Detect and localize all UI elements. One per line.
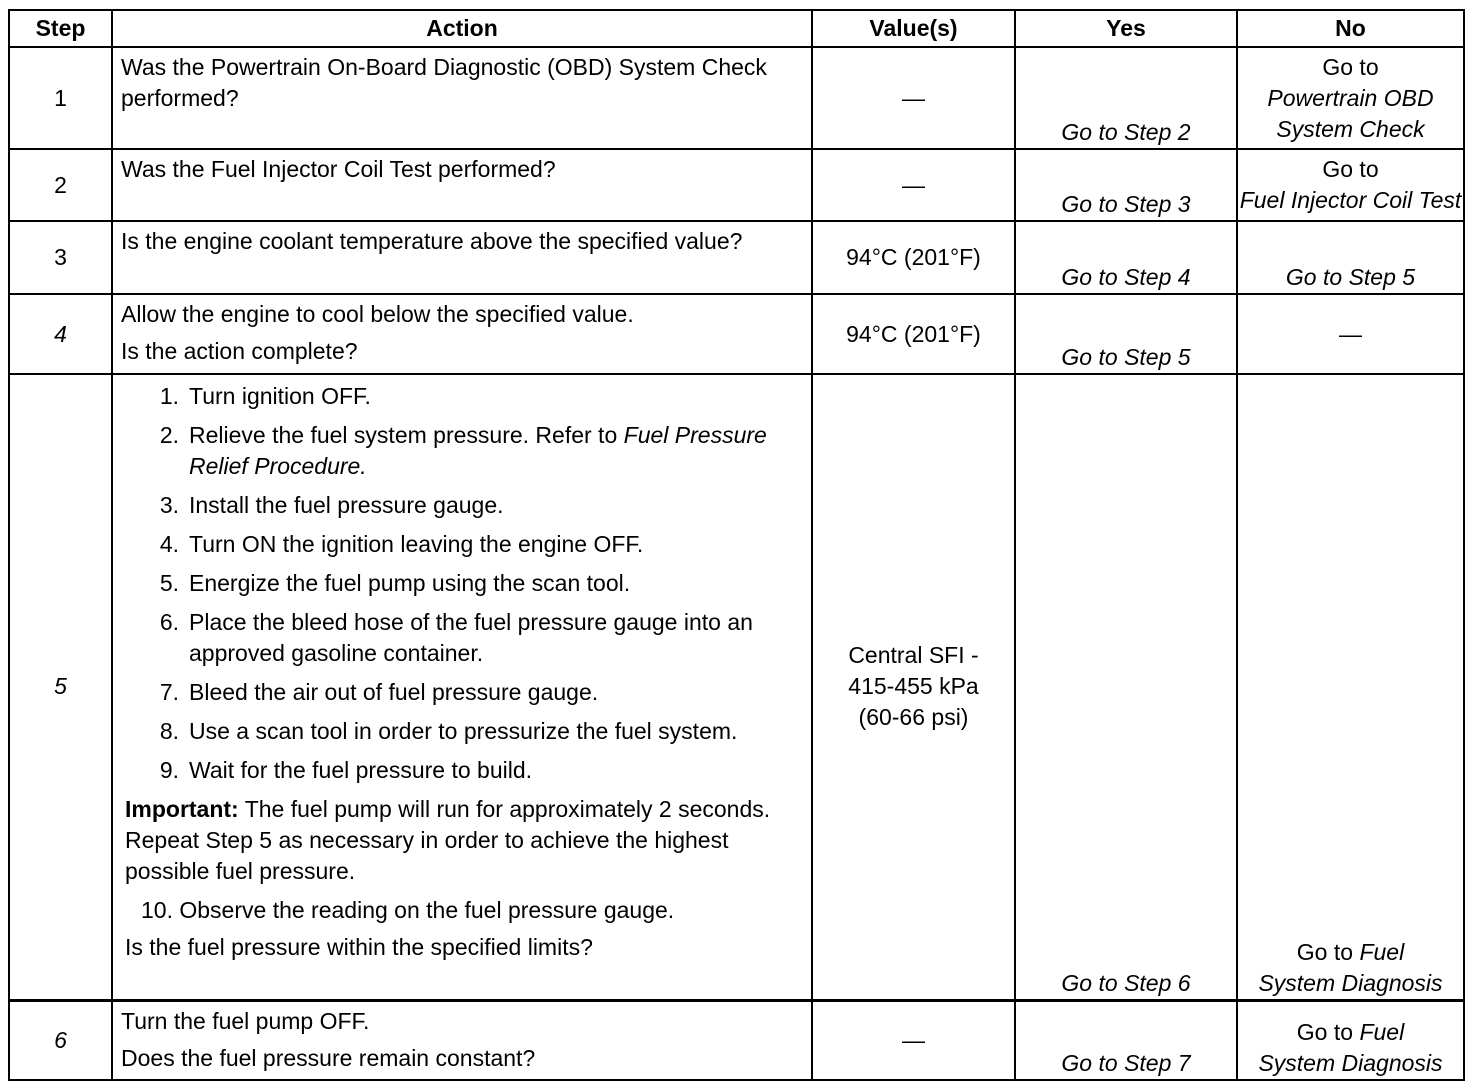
no-cell: [1237, 47, 1464, 149]
no-link[interactable]: Fuel: [1359, 1019, 1405, 1045]
step-number: 6: [9, 1000, 112, 1080]
action-text: Is the engine coolant temperature above the specified value?: [112, 221, 812, 294]
list-item: 8. Use a scan tool in order to pressurize the fuel system.: [159, 718, 738, 744]
action-cell: [112, 374, 812, 1000]
value-cell: 94°C (201°F): [812, 221, 1015, 294]
no-prefix: Go to: [1322, 53, 1379, 80]
yes-link[interactable]: Go to Step 6: [1061, 969, 1191, 996]
important-label: Important:: [125, 796, 239, 822]
value-cell: —: [812, 1000, 1015, 1080]
action-text: Turn the fuel pump OFF.: [121, 1007, 370, 1034]
no-prefix: Go to: [1322, 156, 1379, 182]
no-link[interactable]: Go to Step 5: [1285, 264, 1416, 290]
no-cell: [1237, 374, 1464, 1000]
table-row: [9, 149, 1464, 221]
list-item: 3. Install the fuel pressure gauge.: [159, 492, 504, 518]
yes-link[interactable]: Go to Step 3: [1061, 191, 1191, 217]
header-no: No: [1237, 10, 1464, 47]
step-number: 5: [9, 374, 112, 1000]
table-row: [9, 1000, 1464, 1080]
list-item: 2. Relieve the fuel system pressure. Refer to Fuel Pressure Relief Procedure.: [159, 422, 767, 479]
diagnostic-table: [8, 9, 1465, 1081]
no-link[interactable]: Powertrain OBD System Check: [1267, 84, 1434, 142]
no-link[interactable]: Fuel Injector Coil Test: [1239, 187, 1462, 213]
yes-cell: [1015, 294, 1237, 374]
table-row: [9, 374, 1464, 1000]
action-text: Was the Powertrain On-Board Diagnostic (OBD) System Check performed?: [112, 47, 812, 149]
value-cell: —: [812, 47, 1015, 149]
action-text: Was the Fuel Injector Coil Test performed?: [112, 149, 812, 221]
table-row: [9, 221, 1464, 294]
list-item: 5. Energize the fuel pump using the scan tool.: [159, 570, 631, 596]
action-text: Allow the engine to cool below the specified value.: [121, 301, 634, 327]
action-question: Does the fuel pressure remain constant?: [121, 1044, 536, 1071]
step-number: 4: [9, 294, 112, 374]
yes-link[interactable]: Go to Step 2: [1061, 119, 1191, 145]
yes-cell: [1015, 47, 1237, 149]
value-cell: 94°C (201°F): [812, 294, 1015, 374]
procedure-list: [125, 381, 805, 786]
value-cell: Central SFI - 415-455 kPa (60-66 psi): [812, 374, 1015, 1000]
list-item: 9. Wait for the fuel pressure to build.: [159, 757, 533, 783]
important-note: [125, 794, 805, 887]
header-row: [9, 10, 1464, 47]
yes-link[interactable]: Go to Step 7: [1061, 1050, 1191, 1076]
step-number: 3: [9, 221, 112, 294]
action-cell: [112, 1000, 812, 1080]
no-link[interactable]: System Diagnosis: [1258, 1050, 1443, 1076]
header-action: Action: [112, 10, 812, 47]
list-item: 6. Place the bleed hose of the fuel pressure gauge into an approved gasoline container.: [159, 609, 753, 666]
list-item: 7. Bleed the air out of fuel pressure gauge.: [159, 679, 599, 705]
yes-cell: [1015, 221, 1237, 294]
action-cell: [112, 294, 812, 374]
table-row: [9, 294, 1464, 374]
yes-cell: [1015, 149, 1237, 221]
action-question: Is the action complete?: [121, 338, 358, 364]
no-prefix: Go to: [1296, 1019, 1354, 1045]
list-item: 1. Turn ignition OFF.: [159, 383, 371, 409]
no-link[interactable]: Fuel: [1359, 938, 1405, 965]
no-link[interactable]: System Diagnosis: [1258, 969, 1443, 996]
header-values: Value(s): [812, 10, 1015, 47]
no-cell: —: [1237, 294, 1464, 374]
no-cell: [1237, 221, 1464, 294]
step-number: 2: [9, 149, 112, 221]
yes-cell: [1015, 1000, 1237, 1080]
important-text: The fuel pump will run for approximately 2 seconds. Repeat Step 5 as necessary in order to achieve the highest possible fuel pressure.: [125, 796, 771, 884]
reference-link[interactable]: Fuel Pressure Relief Procedure.: [189, 422, 767, 479]
yes-link[interactable]: Go to Step 5: [1061, 344, 1191, 370]
header-step: Step: [9, 10, 112, 47]
no-prefix: Go to: [1296, 938, 1354, 965]
step-number: 1: [9, 47, 112, 149]
header-yes: Yes: [1015, 10, 1237, 47]
yes-link[interactable]: Go to Step 4: [1061, 264, 1191, 290]
list-item: 4. Turn ON the ignition leaving the engine OFF.: [159, 531, 644, 557]
value-cell: —: [812, 149, 1015, 221]
no-cell: [1237, 149, 1464, 221]
no-cell: [1237, 1000, 1464, 1080]
table-row: [9, 47, 1464, 149]
list-item: 10. Observe the reading on the fuel pressure gauge.: [141, 897, 675, 923]
yes-cell: [1015, 374, 1237, 1000]
action-question: Is the fuel pressure within the specified limits?: [125, 934, 593, 960]
